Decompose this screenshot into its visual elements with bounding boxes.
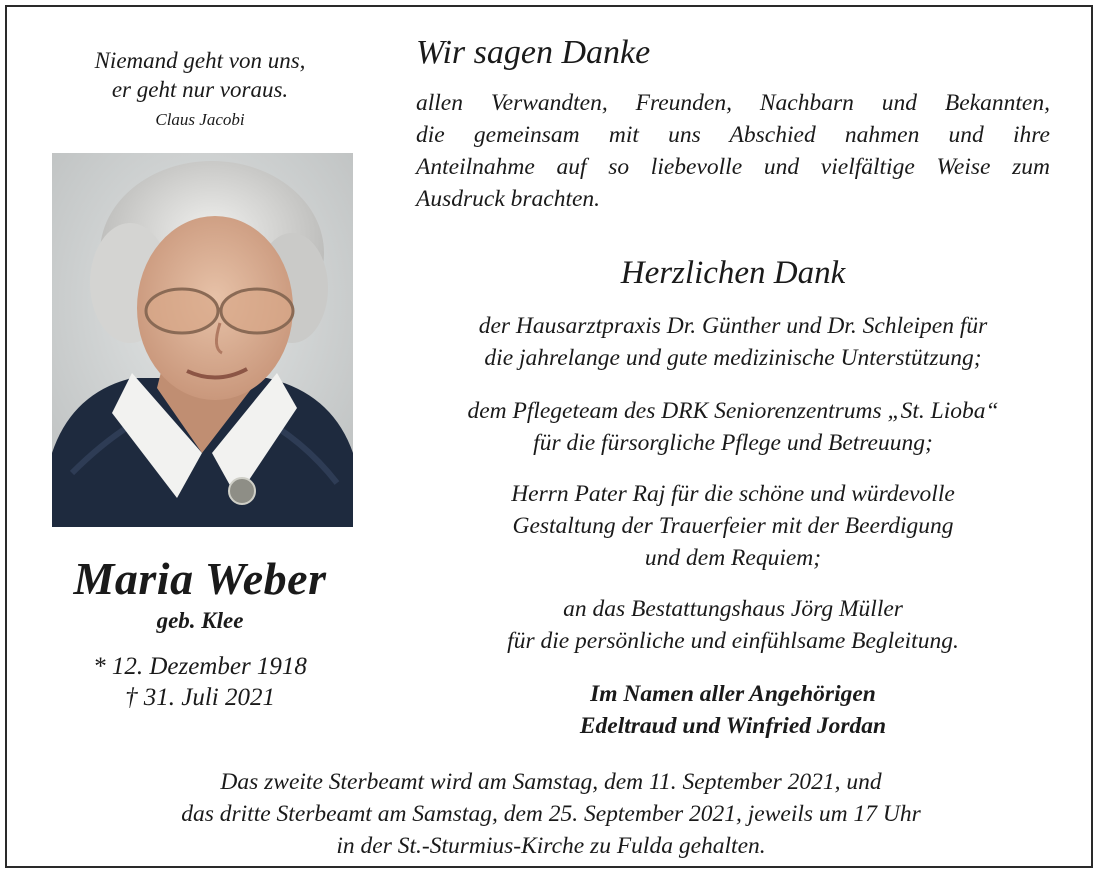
signature-line-1: Im Namen aller Angehörigen <box>590 681 876 707</box>
gratitude-line: Herrn Pater Raj für die schöne und würdevolle <box>511 481 955 507</box>
thanks-heading: Wir sagen Danke <box>416 34 651 71</box>
thanks-line-4: Ausdruck brachten. <box>416 186 601 212</box>
footer-line-3: in der St.-Sturmius-Kirche zu Fulda gehalten. <box>336 833 766 859</box>
maiden-name: geb. Klee <box>156 608 244 633</box>
footer-announcement <box>10 766 1092 862</box>
gratitude-line: Gestaltung der Trauerfeier mit der Beerdigung <box>512 513 954 539</box>
quote-author: Claus Jacobi <box>155 110 245 129</box>
gratitude-line: und dem Requiem; <box>644 545 822 571</box>
gratitude-line: an das Bestattungshaus Jörg Müller <box>563 596 903 622</box>
gratitude-line: der Hausarztpraxis Dr. Günther und Dr. Schleipen für <box>478 313 988 339</box>
quote-line-2: er geht nur voraus. <box>111 77 289 102</box>
footer-line-2: das dritte Sterbeamt am Samstag, dem 25. September 2021, jeweils um 17 Uhr <box>181 801 921 827</box>
gratitude-block-pastor <box>416 478 1050 574</box>
thanks-line-3: Anteilnahme auf so liebevolle und vielfältige Weise zum <box>416 154 1050 180</box>
life-dates <box>40 651 360 713</box>
signature <box>416 678 1050 742</box>
thanks-text <box>416 87 1050 215</box>
gratitude-line: für die persönliche und einfühlsame Begleitung. <box>507 628 959 654</box>
quote-line-1: Niemand geht von uns, <box>94 48 306 73</box>
birth-date: * 12. Dezember 1918 <box>93 653 307 680</box>
signature-line-2: Edeltraud und Winfried Jordan <box>579 713 887 739</box>
gratitude-block-care-team <box>416 395 1050 459</box>
thanks-line-2: die gemeinsam mit uns Abschied nahmen und ihre <box>416 122 1050 148</box>
gratitude-block-doctors <box>416 310 1050 374</box>
quote <box>60 46 340 104</box>
thanks-line-1: allen Verwandten, Freunden, Nachbarn und Bekannten, <box>416 90 1050 116</box>
portrait-photo <box>52 153 353 527</box>
gratitude-line: dem Pflegeteam des DRK Seniorenzentrums „St. Lioba“ <box>467 398 999 424</box>
gratitude-line: für die fürsorgliche Pflege und Betreuung; <box>533 430 933 456</box>
death-date: † 31. Juli 2021 <box>125 684 275 711</box>
gratitude-heading: Herzlichen Dank <box>620 255 846 291</box>
gratitude-line: die jahrelange und gute medizinische Unterstützung; <box>484 345 982 371</box>
footer-line-1: Das zweite Sterbeamt wird am Samstag, dem 11. September 2021, und <box>220 769 882 795</box>
gratitude-block-funeral-home <box>416 593 1050 657</box>
deceased-name: Maria Weber <box>73 553 327 604</box>
